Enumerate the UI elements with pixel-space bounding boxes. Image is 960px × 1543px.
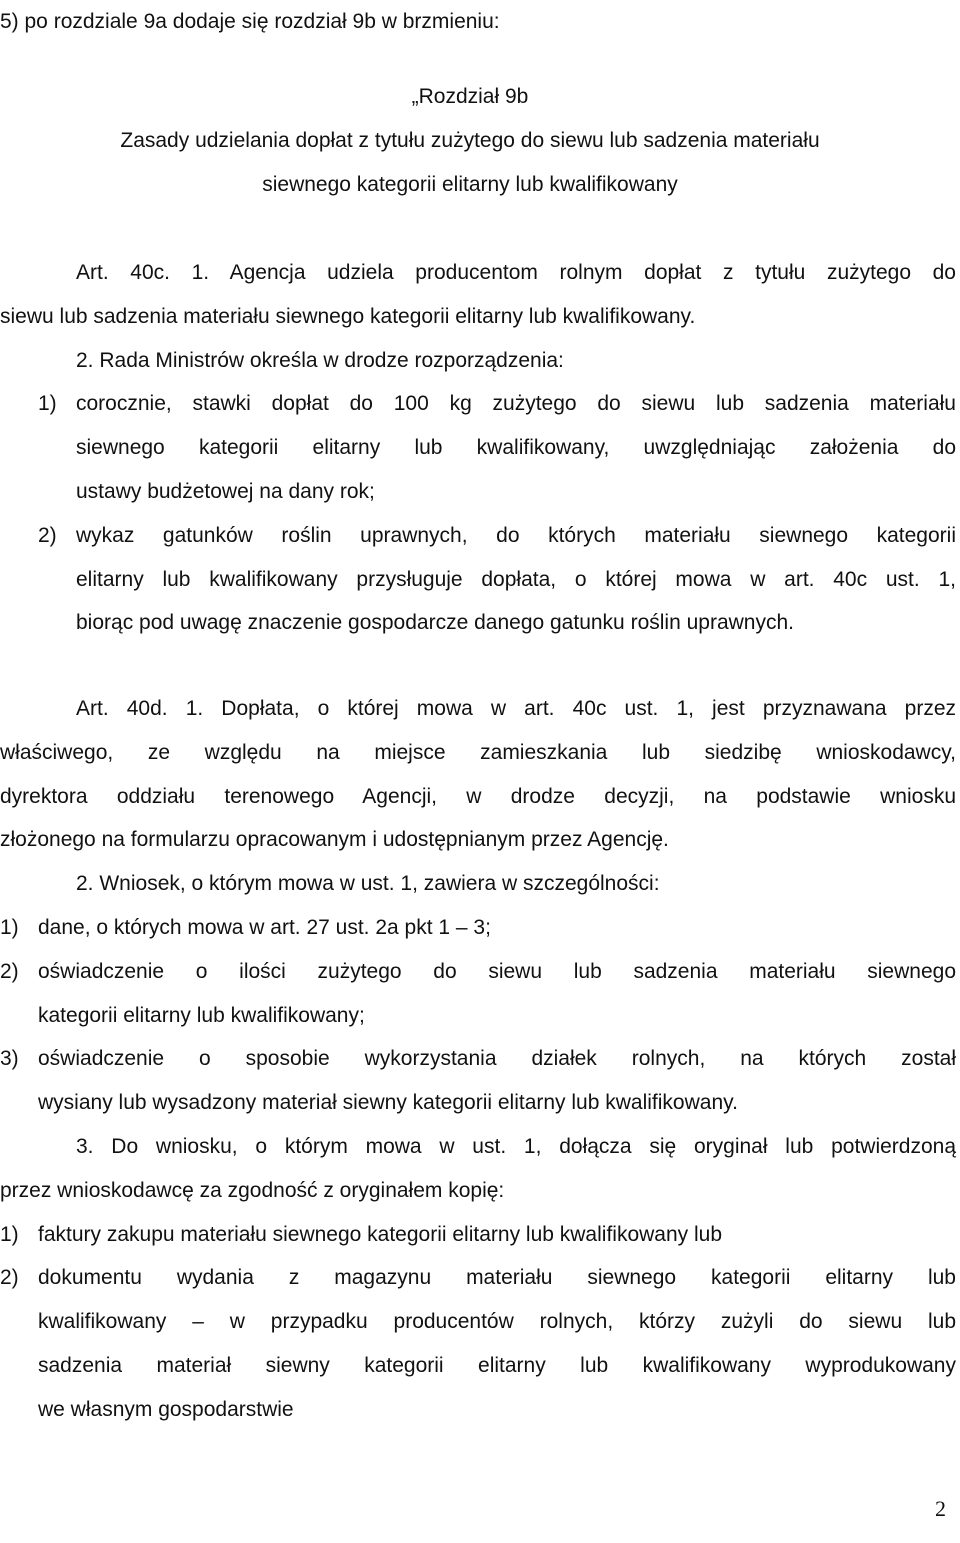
list-item-line: faktury zakupu materiału siewnego kategorii elitarny lub kwalifikowany lub bbox=[38, 1222, 723, 1246]
amendment-intro: 5) po rozdziale 9a dodaje się rozdział 9b w brzmieniu: bbox=[0, 10, 500, 33]
chapter-title: „Rozdział 9b bbox=[411, 85, 529, 108]
list-item-number: 2) bbox=[38, 523, 57, 547]
list-item-line: oświadczenie o ilości zużytego do siewu lub sadzenia materiału siewnego bbox=[38, 959, 956, 983]
article-40d-para2: 2. Wniosek, o którym mowa w ust. 1, zawiera w szczególności: bbox=[76, 872, 660, 896]
list-item bbox=[38, 514, 956, 645]
list-item-line: sadzenia materiał siewny kategorii elitarny lub kwalifikowany wyprodukowany bbox=[38, 1353, 956, 1377]
list-item-line: oświadczenie o sposobie wykorzystania działek rolnych, na których został bbox=[38, 1047, 956, 1071]
list-item-line: kategorii elitarny lub kwalifikowany; bbox=[38, 1003, 365, 1027]
list-item-number: 1) bbox=[0, 1222, 19, 1246]
list-item-line: wykaz gatunków roślin uprawnych, do których materiału siewnego kategorii bbox=[76, 523, 956, 547]
list-item-number: 1) bbox=[38, 392, 57, 416]
list-item bbox=[0, 1213, 956, 1257]
page-number: 2 bbox=[935, 1496, 946, 1521]
article-40c-para1-line: siewu lub sadzenia materiału siewnego kategorii elitarny lub kwalifikowany. bbox=[0, 304, 696, 328]
article-40d-para3-line: 3. Do wniosku, o którym mowa w ust. 1, dołącza się oryginał lub potwierdzoną bbox=[76, 1134, 956, 1158]
chapter-heading bbox=[0, 75, 940, 207]
list-item-line: elitarny lub kwalifikowany przysługuje dopłata, o której mowa w art. 40c ust. 1, bbox=[76, 567, 956, 591]
article-40d-para1-line: Art. 40d. 1. Dopłata, o której mowa w art. 40c ust. 1, jest przyznawana przez bbox=[76, 697, 956, 720]
list-item-line: ustawy budżetowej na dany rok; bbox=[76, 479, 375, 503]
list-item bbox=[0, 1256, 956, 1431]
list-item-line: siewnego kategorii elitarny lub kwalifikowany, uwzględniając założenia do bbox=[76, 436, 956, 460]
article-40c-para2: 2. Rada Ministrów określa w drodze rozporządzenia: bbox=[76, 348, 564, 372]
list-item bbox=[0, 1037, 956, 1125]
chapter-subtitle-line: siewnego kategorii elitarny lub kwalifikowany bbox=[262, 173, 678, 196]
list-item bbox=[0, 950, 956, 1038]
list-item-line: dokumentu wydania z magazynu materiału siewnego kategorii elitarny lub bbox=[38, 1266, 956, 1290]
article-40c-para1-line: Art. 40c. 1. Agencja udziela producentom rolnym dopłat z tytułu zużytego do bbox=[76, 261, 956, 284]
list-item-line: we własnym gospodarstwie bbox=[38, 1397, 294, 1421]
article-40c bbox=[0, 251, 956, 645]
list-item-number: 2) bbox=[0, 1266, 19, 1290]
list-item-number: 1) bbox=[0, 915, 19, 939]
list-item-line: dane, o których mowa w art. 27 ust. 2a pkt 1 – 3; bbox=[38, 915, 491, 939]
article-40d bbox=[0, 687, 956, 1432]
article-40d-para1-line: złożonego na formularzu opracowanym i udostępnianym przez Agencję. bbox=[0, 828, 669, 852]
list-item bbox=[0, 906, 956, 950]
list-item-line: kwalifikowany – w przypadku producentów rolnych, którzy zużyli do siewu lub bbox=[38, 1310, 956, 1334]
list-item-number: 2) bbox=[0, 959, 19, 983]
article-40d-para1-line: dyrektora oddziału terenowego Agencji, w drodze decyzji, na podstawie wniosku bbox=[0, 784, 956, 808]
list-item-line: wysiany lub wysadzony materiał siewny kategorii elitarny lub kwalifikowany. bbox=[38, 1091, 738, 1115]
list-item bbox=[38, 382, 956, 513]
list-item-line: corocznie, stawki dopłat do 100 kg zużytego do siewu lub sadzenia materiału bbox=[76, 392, 956, 416]
list-item-line: biorąc pod uwagę znaczenie gospodarcze danego gatunku roślin uprawnych. bbox=[76, 611, 794, 635]
article-40d-para1-line: właściwego, ze względu na miejsce zamieszkania lub siedzibę wnioskodawcy, bbox=[0, 740, 956, 764]
list-item-number: 3) bbox=[0, 1047, 19, 1071]
article-40d-para3-line: przez wnioskodawcę za zgodność z oryginałem kopię: bbox=[0, 1178, 505, 1202]
chapter-subtitle-line: Zasady udzielania dopłat z tytułu zużytego do siewu lub sadzenia materiału bbox=[120, 129, 820, 152]
